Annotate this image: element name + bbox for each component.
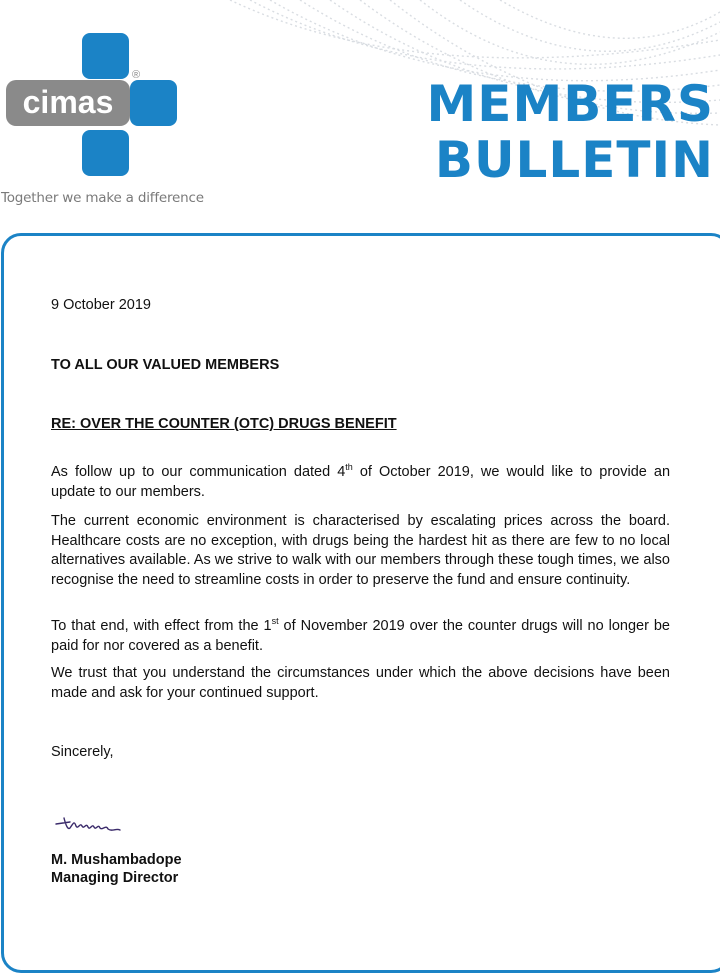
tagline: Together we make a difference: [1, 190, 204, 206]
registered-mark: ®: [132, 69, 141, 81]
paragraph-4: We trust that you understand the circumstances under which the above decisions have been made and ask for your continued support.: [51, 665, 670, 701]
bulletin-title: [427, 76, 714, 188]
subject-line: RE: OVER THE COUNTER (OTC) DRUGS BENEFIT: [51, 416, 397, 432]
handwritten-signature: [50, 806, 130, 840]
salutation: TO ALL OUR VALUED MEMBERS: [51, 357, 280, 373]
paragraph-3: To that end, with effect from the 1st of November 2019 over the counter drugs will no longer be paid for nor covered as a benefit.: [51, 616, 670, 654]
cimas-logo: [0, 0, 200, 200]
bulletin-header: [0, 0, 720, 230]
paragraph-1: As follow up to our communication dated 4th of October 2019, we would like to provide an update to our members.: [51, 462, 671, 500]
signer-name: M. Mushambadope: [51, 852, 182, 868]
bulletin-title-line2: BULLETIN: [434, 131, 714, 189]
letter-date: 9 October 2019: [51, 297, 151, 313]
paragraph-2: The current economic environment is characterised by escalating prices across the board. Healthcare costs are no exception, with drugs being the hardest hit as there are few to no local alternatives available. As we strive to walk with our members through these tough times, we also recognise the need to streamline costs in order to preserve the fund and ensure continuity.: [51, 513, 670, 588]
cimas-wordmark: cimas: [22, 84, 114, 120]
signer-title: Managing Director: [51, 870, 179, 886]
closing: Sincerely,: [51, 744, 114, 760]
bulletin-title-line1: MEMBERS: [426, 75, 714, 133]
